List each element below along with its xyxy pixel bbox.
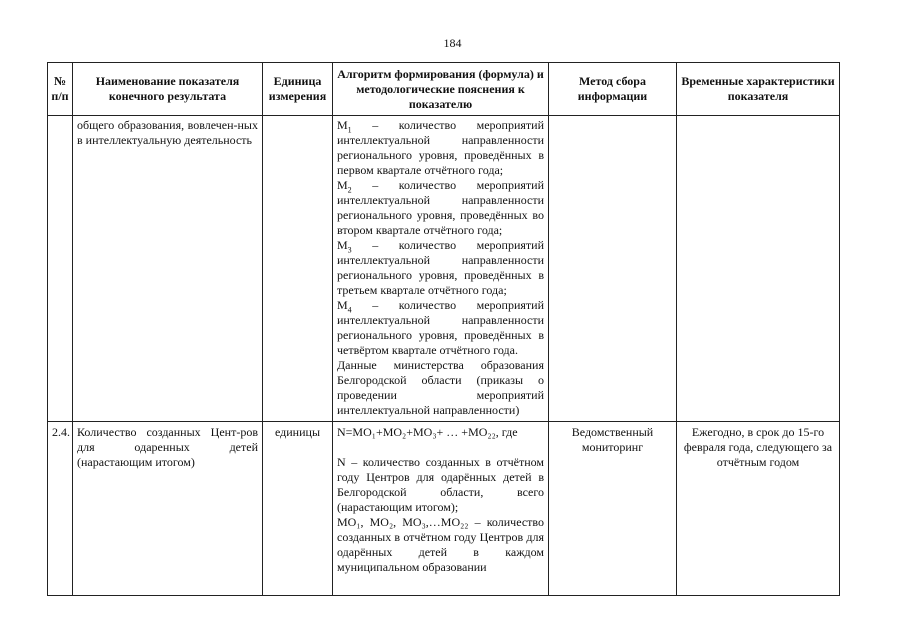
row-unit	[263, 116, 333, 422]
algorithm-item: $M_1$ – количество мероприятий интеллектуальной направленности регионального уровня, проведённых в первом квартале отчётного года;	[337, 118, 544, 177]
row-unit: единицы	[263, 422, 333, 596]
page-number: 184	[443, 36, 462, 50]
indicator-table	[47, 62, 840, 596]
row-algorithm	[333, 422, 549, 596]
header-unit: Единица измерения	[263, 63, 333, 116]
table-row	[48, 422, 840, 596]
table-header-row	[48, 63, 840, 116]
header-method: Метод сбора информации	[549, 63, 677, 116]
table-row	[48, 116, 840, 422]
row-method: Ведомственный мониторинг	[549, 422, 677, 596]
algorithm-item: $M_4$ – количество мероприятий интеллектуальной направленности регионального уровня, проведённых в четвёртом квартале отчётного года.	[337, 298, 544, 357]
row-timing: Ежегодно, в срок до 15-го февраля года, следующего за отчётным годом	[677, 422, 840, 596]
row-algorithm	[333, 116, 549, 422]
row-number: 2.4.	[48, 422, 73, 596]
header-number: № п/п	[48, 63, 73, 116]
row-number	[48, 116, 73, 422]
algorithm-item: MO₁, MO₂, MO₃,…MO₂₂ – количество созданных в отчётном году Центров для одарённых детей в каждом муниципальном образовании	[337, 515, 544, 574]
row-method	[549, 116, 677, 422]
row-timing	[677, 116, 840, 422]
algorithm-item: $M_3$ – количество мероприятий интеллектуальной направленности регионального уровня, проведённых в третьем квартале отчётного года;	[337, 238, 544, 297]
header-algorithm: Алгоритм формирования (формула) и методологические пояснения к показателю	[333, 63, 549, 116]
algorithm-item: $M_2$ – количество мероприятий интеллектуальной направленности регионального уровня, проведённых во втором квартале отчётного года;	[337, 178, 544, 237]
row-indicator-name: общего образования, вовлечен-ных в интеллектуальную деятельность	[73, 116, 263, 422]
algorithm-source-note: Данные министерства образования Белгородской области (приказы о проведении мероприятий интеллектуальной направленности)	[337, 358, 544, 417]
row-indicator-name: Количество созданных Цент-ров для одаренных детей (нарастающим итогом)	[73, 422, 263, 596]
algorithm-item: N – количество созданных в отчётном году Центров для одарённых детей в Белгородской области, всего (нарастающим итогом);	[337, 455, 544, 514]
header-timing: Временные характеристики показателя	[677, 63, 840, 116]
header-indicator-name: Наименование показателя конечного результата	[73, 63, 263, 116]
formula: N=MO₁+MO₂+MO₃+ … +MO₂₂, где	[337, 425, 518, 439]
